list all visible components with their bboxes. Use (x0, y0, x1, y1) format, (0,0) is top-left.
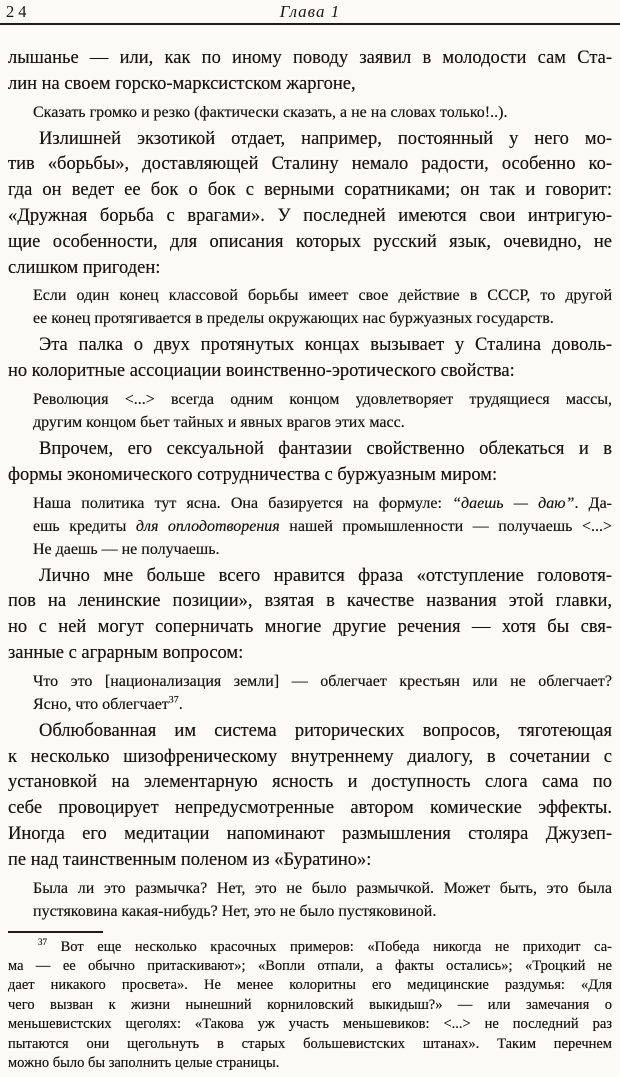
text-line: гда он ведет ее бок о бок с верными соратниками; он так и говорит: (8, 180, 612, 201)
text-line: ее конец протягивается в пределы окружающих нас буржуазных государств. (33, 310, 554, 328)
quote-5 (33, 670, 612, 716)
text-line: пе над таинственным поленом из «Буратино»: (8, 849, 372, 870)
paragraph-3 (8, 333, 612, 385)
text-line: пустяковина какая-нибудь? Нет, это не было пустяковиной. (33, 902, 437, 920)
running-head (0, 0, 620, 23)
chapter-title: Глава 1 (279, 2, 341, 21)
paragraph-5 (8, 564, 612, 667)
text-segment: . (178, 695, 183, 713)
text-segment: ешь кредиты (33, 517, 136, 535)
footnote-reference: 37 (38, 936, 47, 947)
quote-2 (33, 284, 612, 330)
text-segment: Ясно, что облегчает (33, 695, 169, 713)
text-segment: для оплодотворения (135, 517, 280, 535)
text-segment: Наша политика тут ясна. Она базируется на формуле: (33, 494, 453, 512)
text-line: Что это [национализация земли] — облегчает крестьян или не облегчает? (33, 672, 612, 690)
text-line: лин на своем горско-марксистском жаргоне, (8, 73, 356, 94)
text-line: Излишней экзотикой отдает, например, постоянный у него мо- (39, 128, 612, 149)
text-segment: “даешь — даю” (452, 494, 575, 512)
text-line: можно было бы заполнить целые страницы. (8, 1054, 280, 1071)
text-line (33, 515, 612, 538)
text-line: но с ней могут соперничать многие другие речения — хотя бы свя- (8, 617, 612, 638)
text-line: другим концом бьет тайных и явных врагов этих масс. (33, 413, 405, 431)
text-line: себе провоцирует непредусмотренные автором комические эффекты. (8, 798, 612, 819)
text-line: но колоритные ассоциации воинственно-эротического свойства: (8, 361, 515, 382)
text-line (33, 693, 612, 716)
text-segment: Вот еще несколько красочных примеров: «Победа никогда не приходит са- (46, 938, 612, 955)
text-line: «Дружная борьба с врагами». У последней имеются свои интригую- (8, 205, 612, 226)
paragraph-6 (8, 719, 612, 874)
text-line: ма — ее обычно притаскивают»; «Вопли отпали, а факты остались»; «Троцкий не (8, 957, 612, 974)
footnote-separator (8, 931, 103, 933)
text-line: Не даешь — не получаешь. (33, 540, 220, 558)
text-line: формы экономического сотрудничества с буржуазным миром: (8, 464, 498, 485)
quote-3 (33, 388, 612, 434)
quote-6 (33, 877, 612, 923)
page-body (0, 25, 620, 1073)
text-line: Иногда его медитации напоминают размышления столяра Джузеп- (8, 823, 612, 844)
text-line: чего вызван к жизни нынешний корниловский выкидыш?» — или замечания о (8, 996, 612, 1013)
text-segment: . Да- (574, 494, 612, 512)
text-line: пытаются они щегольнуть в старых большевистских штанах». Таким перечнем (8, 1035, 612, 1052)
text-line: Если один конец классовой борьбы имеет свое действие в СССР, то другой (33, 287, 612, 305)
text-line: занные с аграрным вопросом: (8, 642, 244, 663)
text-line: лышанье — или, как по иному поводу заявил в молодости сам Ста- (8, 48, 612, 68)
text-line: слишком пригоден: (8, 257, 161, 278)
quote-1 (33, 101, 612, 124)
paragraph-1 (8, 46, 612, 98)
text-line: Облюбованная им система риторических вопросов, тяготеющая (39, 720, 612, 741)
text-segment: нашей промышленности — получаешь <...> (279, 517, 613, 535)
footnote-37 (8, 938, 612, 1074)
text-line: к несколько шизофреническому внутреннему диалогу, в сочетании с (8, 746, 612, 767)
text-line: щие особенности, для описания которых русский язык, очевидно, не (8, 231, 612, 252)
paragraph-4 (8, 437, 612, 489)
text-line: Впрочем, его сексуальной фантазии свойственно облекаться и в (39, 438, 612, 459)
page-number: 24 (6, 2, 31, 21)
text-line: Эта палка о двух протянутых концах вызывает у Сталина доволь- (39, 335, 612, 356)
quote-4 (33, 492, 612, 561)
text-line: Лично мне больше всего нравится фраза «отступление головотя- (39, 565, 612, 586)
text-line: Была ли это размычка? Нет, это не было размычкой. Может быть, это была (33, 879, 612, 897)
text-line: установкой на элементарную ясность и доступность слога сама по (8, 772, 612, 793)
text-line: пов на ленинские позиции», взятая в качестве названия этой главки, (8, 591, 612, 612)
text-line: Сказать громко и резко (фактически сказать, а не на словах только!..). (33, 103, 508, 121)
text-line: дает никакого просвета». Не менее колоритны его медицинские раздумья: «Для (8, 977, 612, 994)
text-line: Революция <...> всегда одним концом удовлетворяет трудящиеся массы, (33, 390, 612, 408)
paragraph-2 (8, 127, 612, 282)
text-line (8, 938, 612, 957)
text-line: тив «борьбы», доставляющей Сталину немало радости, особенно ко- (8, 154, 612, 175)
text-line: меньшевистских щеголях: «Такова уж участь меньшевиков: <...> не последний раз (8, 1016, 612, 1033)
text-line (33, 492, 612, 515)
footnote-reference: 37 (168, 694, 179, 706)
